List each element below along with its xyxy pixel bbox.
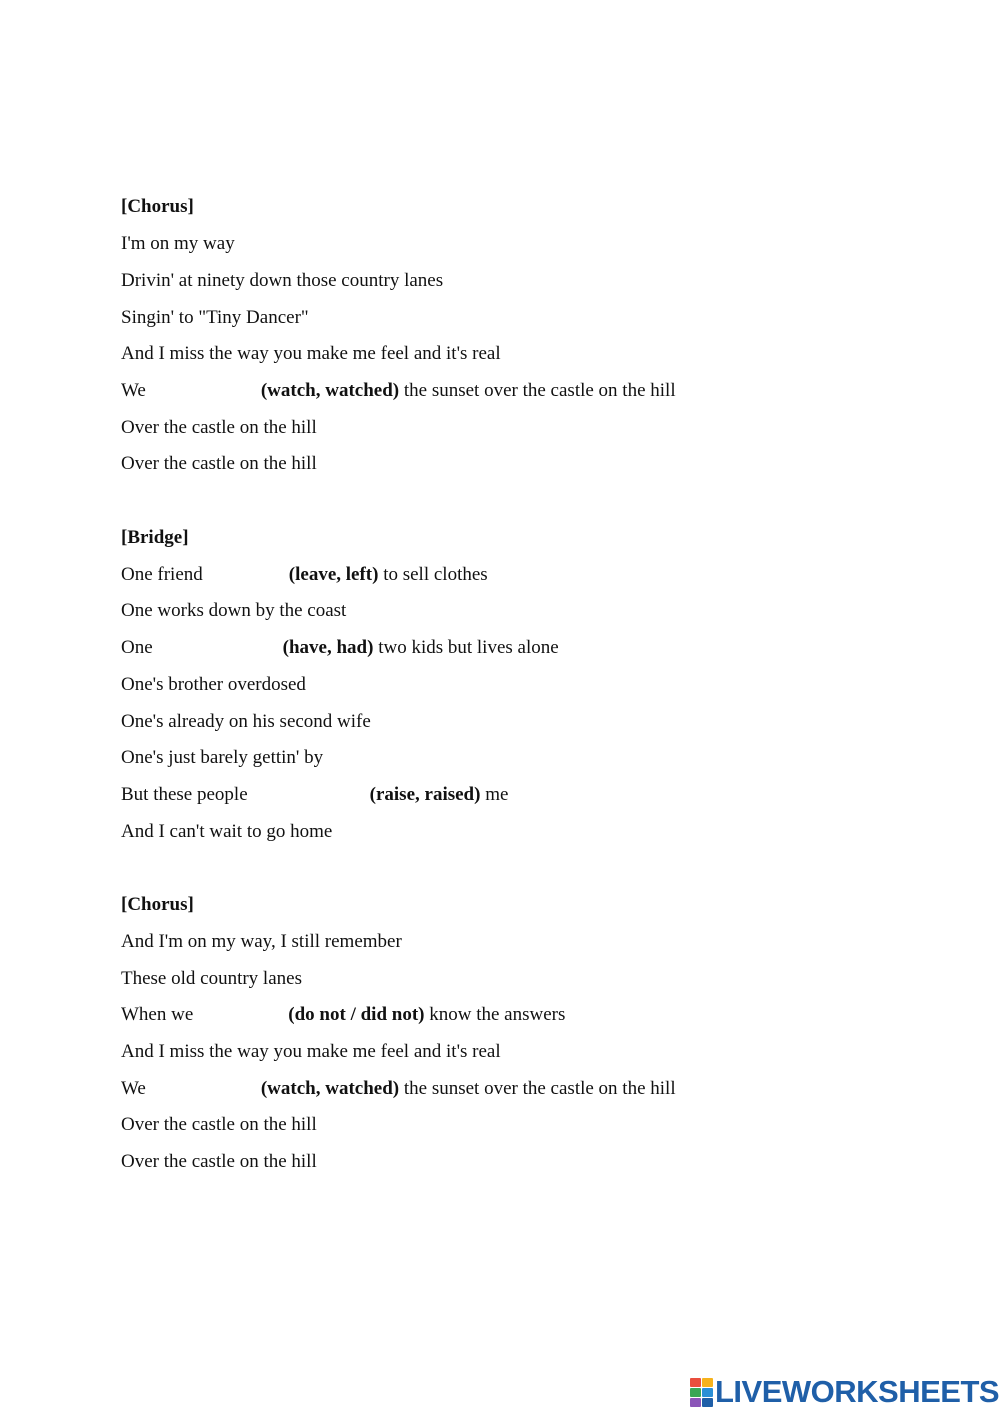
lyric-text-before: But these people — [121, 784, 248, 805]
lyric-line: And I'm on my way, I still remember — [121, 931, 402, 952]
section-heading-chorus: [Chorus] — [121, 196, 194, 217]
logo-text: LIVEWORKSHEETS — [715, 1374, 1000, 1409]
lyric-line: I'm on my way — [121, 233, 235, 254]
lyric-text-before: We — [121, 380, 146, 401]
verb-choice: (watch, watched) — [260, 380, 400, 401]
lyric-line: Singin' to "Tiny Dancer" — [121, 307, 309, 328]
lyric-text-after: two kids but lives alone — [373, 637, 559, 658]
answer-blank[interactable] — [248, 786, 370, 806]
answer-blank[interactable] — [153, 639, 283, 659]
lyric-line: One's brother overdosed — [121, 674, 306, 695]
lyric-line-with-blank — [121, 784, 508, 806]
verb-choice: (watch, watched) — [260, 1078, 400, 1099]
lyric-line: One works down by the coast — [121, 600, 347, 621]
lyric-line: Over the castle on the hill — [121, 1114, 317, 1135]
lyric-line-with-blank — [121, 1004, 565, 1026]
lyric-line: One's already on his second wife — [121, 711, 371, 732]
liveworksheets-logo — [690, 1374, 999, 1410]
lyric-text-before: We — [121, 1078, 146, 1099]
lyric-line: Over the castle on the hill — [121, 1151, 317, 1172]
lyric-line: And I can't wait to go home — [121, 821, 333, 842]
lyric-line: Over the castle on the hill — [121, 453, 317, 474]
lyric-line-with-blank — [121, 1078, 676, 1100]
lyric-text-after: me — [480, 784, 509, 805]
section-heading-bridge: [Bridge] — [121, 527, 189, 548]
lyric-text-after: know the answers — [424, 1004, 566, 1025]
verb-choice: (do not / did not) — [288, 1004, 425, 1025]
verb-choice: (have, had) — [282, 637, 374, 658]
answer-blank[interactable] — [146, 382, 261, 402]
answer-blank[interactable] — [193, 1006, 288, 1026]
section-heading-chorus: [Chorus] — [121, 894, 194, 915]
lyric-line: One's just barely gettin' by — [121, 747, 324, 768]
verb-choice: (raise, raised) — [369, 784, 481, 805]
lyric-line-with-blank — [121, 564, 488, 586]
lyric-line: And I miss the way you make me feel and it's real — [121, 1041, 501, 1062]
liveworksheets-logo-icon — [690, 1378, 712, 1406]
lyric-line: And I miss the way you make me feel and it's real — [121, 343, 501, 364]
lyric-text-before: One — [121, 637, 153, 658]
verb-choice: (leave, left) — [288, 564, 379, 585]
lyric-line: Over the castle on the hill — [121, 417, 317, 438]
lyric-text-after: to sell clothes — [378, 564, 488, 585]
answer-blank[interactable] — [146, 1080, 261, 1100]
answer-blank[interactable] — [203, 566, 289, 586]
lyric-line-with-blank — [121, 380, 676, 402]
lyric-line: Drivin' at ninety down those country lanes — [121, 270, 444, 291]
lyric-line-with-blank — [121, 637, 559, 659]
lyric-text-before: When we — [121, 1004, 194, 1025]
lyric-line: These old country lanes — [121, 968, 302, 989]
lyric-text-after: the sunset over the castle on the hill — [399, 1078, 676, 1099]
lyric-text-after: the sunset over the castle on the hill — [399, 380, 676, 401]
lyric-text-before: One friend — [121, 564, 203, 585]
